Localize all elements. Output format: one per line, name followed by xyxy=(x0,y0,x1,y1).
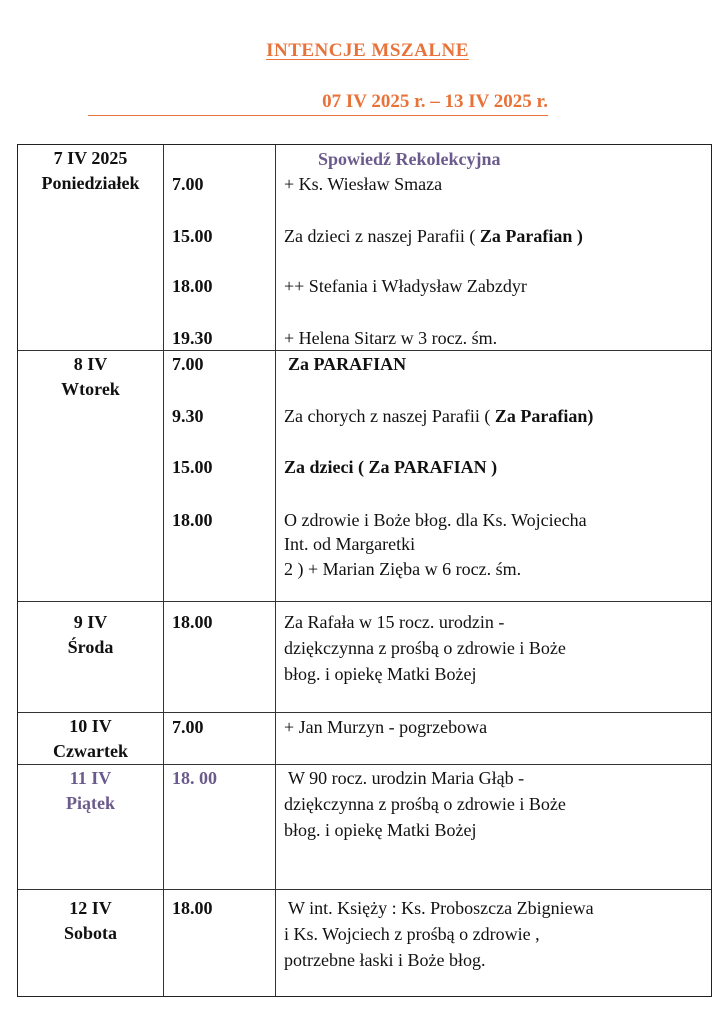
mass-intention: W 90 rocz. urodzin Maria Głąb - xyxy=(288,768,525,788)
day-date: 9 IV xyxy=(73,612,108,632)
mass-intention: Za dzieci ( Za PARAFIAN ) xyxy=(284,457,498,477)
date-range: 07 IV 2025 r. – 13 IV 2025 r. xyxy=(322,91,548,112)
day-date: 10 IV xyxy=(69,716,112,736)
column-divider-time xyxy=(275,145,276,996)
mass-time: 7.00 xyxy=(172,174,204,194)
mass-intention: dziękczynna z prośbą o zdrowie i Boże xyxy=(284,638,566,658)
mass-intention: W int. Księży : Ks. Proboszcza Zbigniewa xyxy=(288,898,594,918)
mass-time: 18.00 xyxy=(172,276,213,296)
mass-intention: + Helena Sitarz w 3 rocz. śm. xyxy=(284,328,498,348)
row-divider xyxy=(18,764,711,765)
mass-time: 18.00 xyxy=(172,510,213,530)
row-divider xyxy=(18,712,711,713)
mass-time: 7.00 xyxy=(172,717,204,737)
day-date: 12 IV xyxy=(69,898,112,918)
mass-intention: potrzebne łaski i Boże błog. xyxy=(284,950,486,970)
mass-time: 18.00 xyxy=(172,898,213,918)
mass-intention: ++ Stefania i Władysław Zabzdyr xyxy=(284,276,527,296)
mass-intention: Za Rafała w 15 rocz. urodzin - xyxy=(284,612,505,632)
row-divider xyxy=(18,601,711,602)
day-date: 11 IV xyxy=(69,768,112,788)
mass-time: 18.00 xyxy=(172,612,213,632)
mass-time: 9.30 xyxy=(172,406,204,426)
mass-intention: dziękczynna z prośbą o zdrowie i Boże xyxy=(284,794,566,814)
mass-intention: Za PARAFIAN xyxy=(288,354,407,374)
intentions-table xyxy=(17,144,712,997)
mass-intention: + Jan Murzyn - pogrzebowa xyxy=(284,717,488,737)
day-weekday: Piątek xyxy=(66,793,115,813)
mass-intention: 2 ) + Marian Zięba w 6 rocz. śm. xyxy=(284,559,522,579)
mass-intention: Za chorych z naszej Parafii ( Za Parafian) xyxy=(284,406,594,426)
mass-time: 7.00 xyxy=(172,354,204,374)
mass-time: 15.00 xyxy=(172,457,213,477)
mass-intention: O zdrowie i Boże błog. dla Ks. Wojciecha xyxy=(284,510,587,530)
day-weekday: Wtorek xyxy=(61,379,120,399)
row-divider xyxy=(18,889,711,890)
day-weekday: Środa xyxy=(67,637,114,657)
mass-time: 18. 00 xyxy=(172,768,217,788)
mass-intention: błog. i opiekę Matki Bożej xyxy=(284,820,477,840)
column-divider-day xyxy=(163,145,164,996)
mass-intention: Int. od Margaretki xyxy=(284,534,416,554)
mass-intention: i Ks. Wojciech z prośbą o zdrowie , xyxy=(284,924,540,944)
page-title: INTENCJE MSZALNE xyxy=(266,40,469,61)
day-date: 8 IV xyxy=(73,354,108,374)
row-divider xyxy=(18,350,711,351)
day-weekday: Poniedziałek xyxy=(41,173,140,193)
mass-time: 19.30 xyxy=(172,328,213,348)
mass-time: 15.00 xyxy=(172,226,213,246)
mass-intention: Za dzieci z naszej Parafii ( Za Parafian ) xyxy=(284,226,583,246)
day-note: Spowiedź Rekolekcyjna xyxy=(318,149,501,169)
date-range-underline xyxy=(88,115,548,116)
mass-intention: błog. i opiekę Matki Bożej xyxy=(284,664,477,684)
day-weekday: Czwartek xyxy=(53,741,128,761)
day-date: 7 IV 2025 xyxy=(53,148,128,168)
day-weekday: Sobota xyxy=(63,923,117,943)
mass-intention: + Ks. Wiesław Smaza xyxy=(284,174,443,194)
